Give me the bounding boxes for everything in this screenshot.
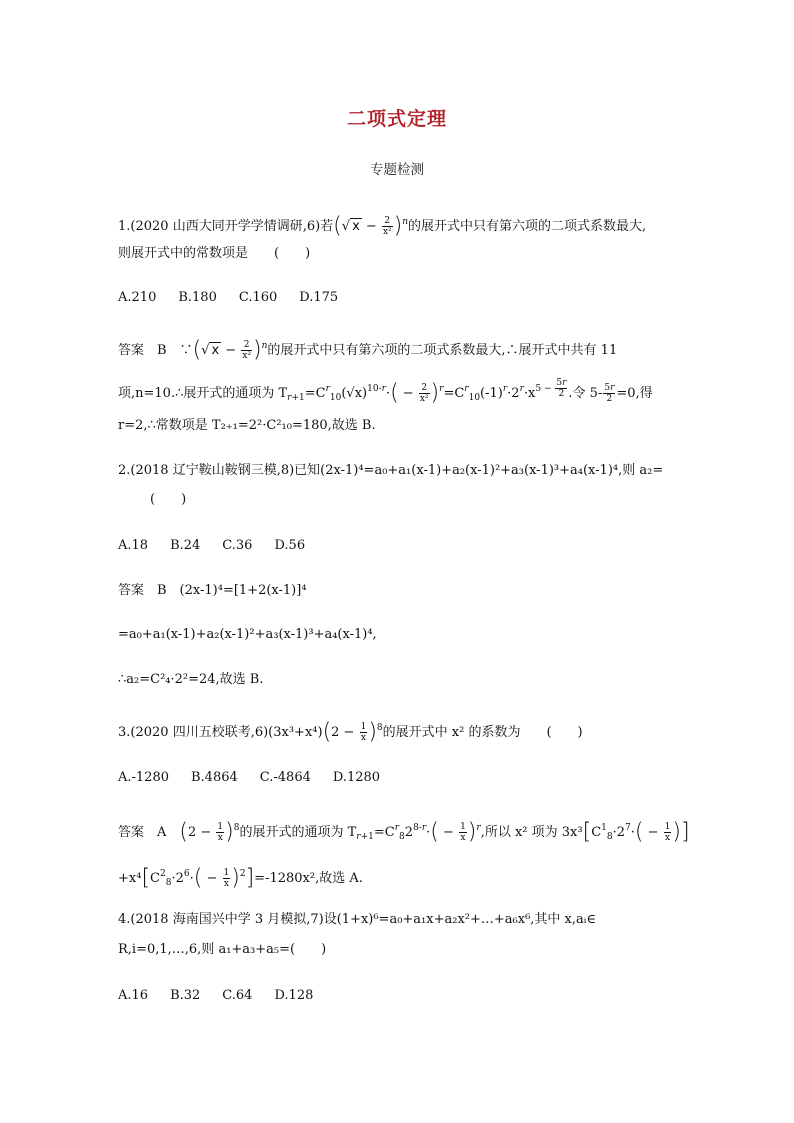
q3-answer-line2: $+x^4[C^2_8\cdot 2^6\cdot$( − $\frac{1}{x}$ )$^2$]=-1280x²,故选 A.: [118, 865, 363, 891]
q3-stem-line1: 3.(2020 四川五校联考,6)(3x³+x⁴)(2 − $\frac{1}{x}$ )$^8$的展开式中 x² 的系数为 ( ): [118, 719, 583, 745]
q1-answer-line2: 项,n=10.∴展开式的通项为 $T_{r+1}=C^r_{10}(√x)^{10-r}\cdot$( − $\frac{2}{\text{x²}}$ )$^r=C^r_{10}(-1)^r\cdot 2^r\cdot x^{5 - \frac{5r}{2}}$ .令 5- $\frac{5r}{2}$ =0,得: [118, 378, 653, 406]
q3-answer-line1: 答案 A (2 − $\frac{1}{x}$ )$^8$的展开式的通项为 $T_{r+1}=C^r_82^{8-r}\cdot$( − $\frac{1}{x}$ )$^r$,所以 x² 项为 $3x^3[C^1_8\cdot 2^7\cdot$( − $\frac{1}{x}$ )]: [118, 819, 690, 845]
q2-option-c: C.36: [222, 538, 253, 553]
q1-stem-line2: 则展开式中的常数项是 ( ): [118, 246, 311, 261]
q4-option-d: D.128: [274, 988, 314, 1003]
q1-answer-line3: r=2,∴常数项是 T₂₊₁=2²·C²₁₀=180,故选 B.: [118, 418, 376, 433]
page-subtitle: 专题检测: [370, 162, 424, 178]
q1-option-b: B.180: [178, 290, 217, 305]
q1-answer-line1: 答案 B ∵(√ x − $\frac{2}{\text{x²}}$ )$^n$的展开式中只有第六项的二项式系数最大,∴展开式中共有 11: [118, 337, 618, 363]
q2-options: [118, 536, 327, 556]
q3-option-c: C.-4864: [259, 770, 311, 785]
q3-options: [118, 768, 402, 788]
q4-option-b: B.32: [170, 988, 201, 1003]
q4-option-a: A.16: [118, 988, 149, 1003]
page-title: 二项式定理: [346, 108, 447, 130]
q2-answer-line2: =a₀+a₁(x-1)+a₂(x-1)²+a₃(x-1)³+a₄(x-1)⁴,: [118, 627, 377, 642]
q4-options: [118, 986, 335, 1006]
q2-option-a: A.18: [118, 538, 149, 553]
q4-option-c: C.64: [222, 988, 253, 1003]
q1-option-c: C.160: [238, 290, 278, 305]
q3-option-d: D.1280: [332, 770, 381, 785]
q2-option-d: D.56: [274, 538, 306, 553]
q4-stem-line1: 4.(2018 海南国兴中学 3 月模拟,7)设(1+x)⁶=a₀+a₁x+a₂x²+…+a₆x⁶,其中 x,aᵢ∈: [118, 912, 596, 927]
q2-stem-line1: 2.(2018 辽宁鞍山鞍钢三模,8)已知(2x-1)⁴=a₀+a₁(x-1)+a₂(x-1)²+a₃(x-1)³+a₄(x-1)⁴,则 a₂=: [118, 463, 664, 478]
q2-option-b: B.24: [170, 538, 201, 553]
q1-option-a: A.210: [118, 290, 157, 305]
q1-option-d: D.175: [299, 290, 339, 305]
q3-option-b: B.4864: [191, 770, 238, 785]
q3-option-a: A.-1280: [118, 770, 169, 785]
q2-stem-line2: ( ): [150, 492, 187, 507]
q4-stem-line2: R,i=0,1,…,6,则 a₁+a₃+a₅=( ): [118, 942, 327, 957]
q2-answer-line3: ∴a₂=C²₄·2²=24,故选 B.: [118, 672, 264, 687]
q1-options: [118, 288, 360, 308]
q1-stem-line1: 1.(2020 山西大同开学学情调研,6)若(√ x − $\frac{2}{\text{x²}}$ )$^n$的展开式中只有第六项的二项式系数最大,: [118, 213, 647, 239]
q2-answer-line1: 答案 B (2x-1)⁴=[1+2(x-1)]⁴: [118, 583, 307, 598]
